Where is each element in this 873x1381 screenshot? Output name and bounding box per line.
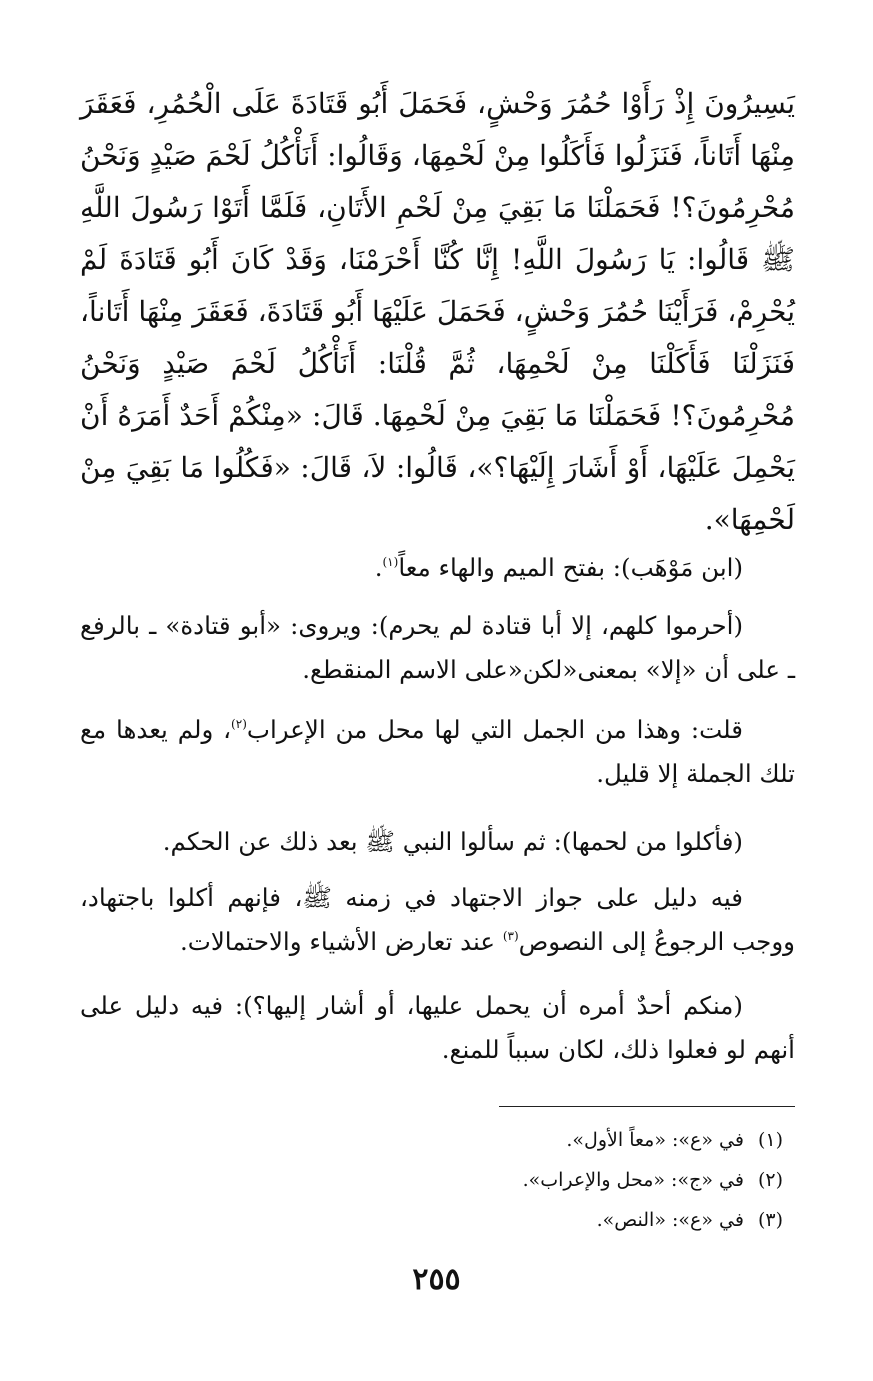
footnote-item bbox=[80, 1160, 783, 1200]
commentary-text: فيه دليل على جواز الاجتهاد في زمنه ﷺ، فإنهم أكلوا باجتهاد، ووجب الرجوعُ إلى النصوص bbox=[80, 883, 795, 956]
hadith-text: يَسِيرُونَ إِذْ رَأَوْا حُمُرَ وَحْشٍ، فَحَمَلَ أَبُو قَتَادَةَ عَلَى الْحُمُرِ، فَعَقَرَ مِنْهَا أَتَاناً، فَنَزَلُوا فَأَكَلُوا مِنْ لَحْمِهَا، وَقَالُوا: أَنَأْكُلُ لَحْمَ صَيْدٍ وَنَحْنُ مُحْرِمُونَ؟! فَحَمَلْنَا مَا بَقِيَ مِنْ لَحْمِ الأَتَانِ، فَلَمَّا أَتَوْا رَسُولَ اللَّهِ ﷺ قَالُوا: يَا رَسُولَ اللَّهِ! إِنَّا كُنَّا أَحْرَمْنَا، وَقَدْ كَانَ أَبُو قَتَادَةَ لَمْ يُحْرِمْ، فَرَأَيْنَا حُمُرَ وَحْشٍ، فَحَمَلَ عَلَيْهَا أَبُو قَتَادَةَ، فَعَقَرَ مِنْهَا أَتَاناً، فَنَزَلْنَا فَأَكَلْنَا مِنْ لَحْمِهَا، ثُمَّ قُلْنَا: أَنَأْكُلُ لَحْمَ صَيْدٍ وَنَحْنُ مُحْرِمُونَ؟! فَحَمَلْنَا مَا بَقِيَ مِنْ لَحْمِهَا. قَالَ: «مِنْكُمْ أَحَدٌ أَمَرَهُ أَنْ يَحْمِلَ عَلَيْهَا، أَوْ أَشَارَ إِلَيْهَا؟»، قَالُوا: لاَ، قَالَ: «فَكُلُوا مَا بَقِيَ مِنْ لَحْمِهَا». bbox=[80, 87, 795, 536]
commentary-paragraph bbox=[80, 546, 795, 590]
commentary-paragraph bbox=[80, 820, 795, 864]
footnote-divider bbox=[499, 1106, 795, 1107]
footnote-number: (١) bbox=[757, 1129, 783, 1151]
commentary-paragraph bbox=[80, 604, 795, 692]
footnote-text: في «ج»: «محل والإعراب». bbox=[522, 1169, 744, 1191]
commentary-text-tail: . bbox=[374, 553, 383, 582]
footnote-ref: (١) bbox=[382, 555, 399, 569]
commentary-paragraph bbox=[80, 876, 795, 964]
footnote-text: في «ع»: «معاً الأول». bbox=[566, 1129, 744, 1151]
commentary-paragraph bbox=[80, 708, 795, 796]
commentary-text: (أحرموا كلهم، إلا أبا قتادة لم يحرم): ويروى: «أبو قتادة» ـ بالرفع ـ على أن «إلا» بمعنى«لكن«على الاسم المنقطع. bbox=[80, 611, 795, 684]
footnote-ref: (٣) bbox=[502, 929, 519, 943]
footnote-text: في «ع»: «النص». bbox=[596, 1209, 744, 1231]
page-number: ٢٥٥ bbox=[412, 1262, 461, 1297]
footnote-item bbox=[80, 1120, 783, 1160]
commentary-text-tail: ، ولم يعدها مع تلك الجملة إلا قليل. bbox=[80, 715, 795, 788]
commentary-text: قلت: وهذا من الجمل التي لها محل من الإعراب bbox=[246, 715, 744, 744]
commentary-text: (ابن مَوْهَب): بفتح الميم والهاء معاً bbox=[398, 553, 743, 582]
footnote-ref: (٢) bbox=[231, 717, 247, 731]
commentary-paragraph bbox=[80, 984, 795, 1072]
footnote-number: (٢) bbox=[757, 1169, 783, 1191]
commentary-text: (فأكلوا من لحمها): ثم سألوا النبي ﷺ بعد ذلك عن الحكم. bbox=[162, 827, 743, 856]
footnotes-list bbox=[80, 1120, 783, 1240]
footnote-item bbox=[80, 1200, 783, 1240]
commentary-text: (منكم أحدٌ أمره أن يحمل عليها، أو أشار إليها؟): فيه دليل على أنهم لو فعلوا ذلك، لكان سبباً للمنع. bbox=[80, 991, 795, 1064]
footnote-number: (٣) bbox=[757, 1209, 783, 1231]
commentary-text-tail: عند تعارض الأشياء والاحتمالات. bbox=[179, 927, 503, 956]
